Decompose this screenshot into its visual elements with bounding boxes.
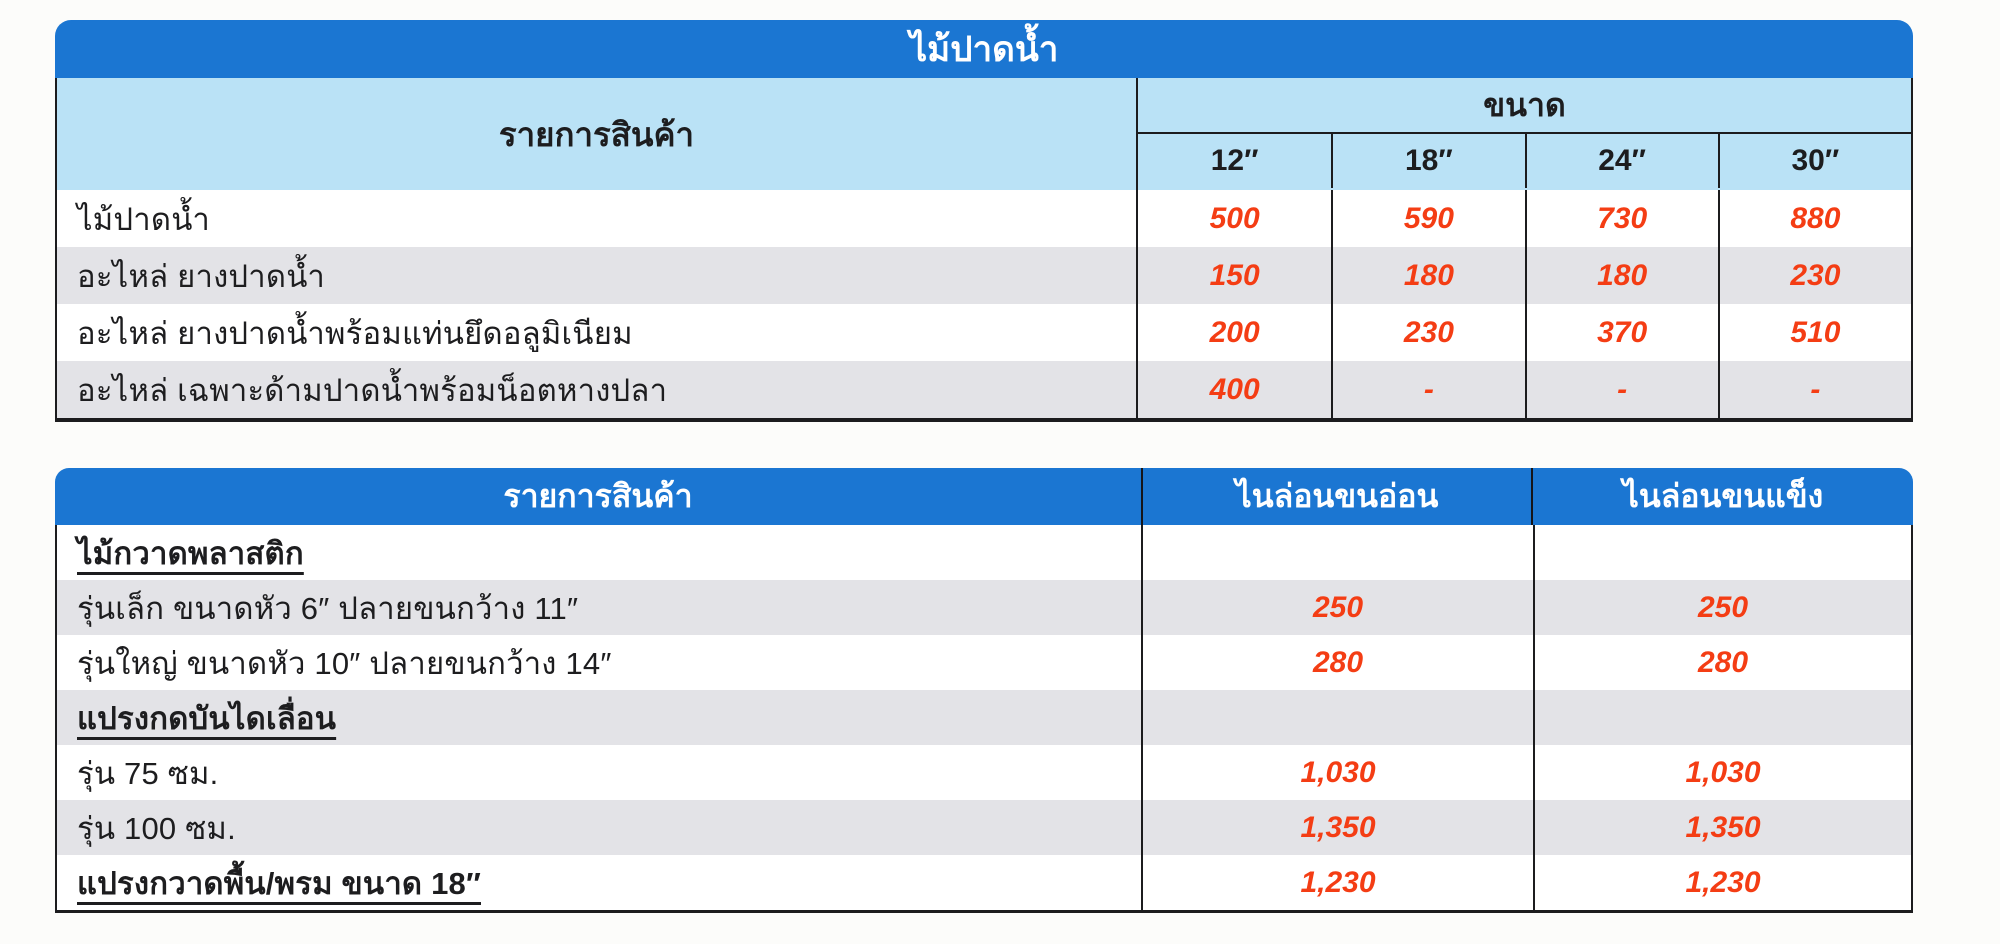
price-value: 590: [1331, 190, 1524, 247]
price-value: [1533, 525, 1911, 580]
price-value: 510: [1718, 304, 1911, 361]
price-value: 1,230: [1300, 865, 1376, 899]
table-row: [57, 580, 1911, 635]
price-value: [1143, 690, 1533, 745]
table2-rows: [57, 525, 1911, 910]
table1-body-frame: [55, 78, 1913, 422]
price-value: 230: [1331, 304, 1524, 361]
price-value: 200: [1209, 315, 1260, 349]
product-label: รุ่น 75 ซม.: [57, 745, 1143, 800]
size-column-header: 18″: [1331, 134, 1524, 188]
table2-product-header: รายการสินค้า: [503, 478, 693, 514]
price-value: 1,030: [1533, 745, 1911, 800]
product-label: อะไหล่ ยางปาดน้ำพร้อมแท่นยึดอลูมิเนียม: [57, 304, 1138, 361]
price-value: 180: [1331, 247, 1524, 304]
price-value: 730: [1525, 190, 1718, 247]
product-label: ไม้ปาดน้ำ: [57, 190, 1138, 247]
price-value: -: [1331, 361, 1524, 418]
table-row: [57, 635, 1911, 690]
product-label: อะไหล่ เฉพาะด้ามปาดน้ำพร้อมน็อตหางปลา: [57, 361, 1138, 418]
product-label: แปรงกดบันไดเลื่อน: [57, 690, 1143, 745]
table2-header: [55, 468, 1913, 525]
size-column-header: 12″: [1210, 144, 1259, 177]
size-column-header: 30″: [1718, 134, 1911, 188]
product-label: ไม้กวาดพลาสติก: [57, 525, 1143, 580]
table1-rows: [57, 190, 1911, 418]
table-row: [57, 855, 1911, 910]
price-value: [1533, 690, 1911, 745]
price-value: 280: [1533, 635, 1911, 690]
table1-size-header-group: [1138, 78, 1911, 190]
price-value: 370: [1525, 304, 1718, 361]
price-value: 400: [1209, 372, 1260, 406]
price-value: 880: [1718, 190, 1911, 247]
price-value: [1143, 525, 1533, 580]
table-row: [57, 745, 1911, 800]
product-label: แปรงกวาดพื้น/พรม ขนาด 18″: [57, 855, 1143, 910]
table-row: [57, 190, 1911, 247]
price-value: -: [1718, 361, 1911, 418]
price-value: 150: [1209, 258, 1260, 292]
price-value: 1,230: [1533, 855, 1911, 910]
table-row: [57, 800, 1911, 855]
price-value: 1,350: [1533, 800, 1911, 855]
table-row: [57, 304, 1911, 361]
price-value: 250: [1312, 590, 1364, 624]
price-value: 250: [1533, 580, 1911, 635]
table2-body-frame: [55, 525, 1913, 913]
table1-title: ไม้ปาดน้ำ: [55, 20, 1913, 78]
price-value: 1,030: [1300, 755, 1376, 789]
table1-size-columns: [1138, 134, 1911, 188]
table2-column-soft-nylon: ไนล่อนขนอ่อน: [1141, 468, 1531, 525]
table1-header: [57, 78, 1911, 190]
product-label: อะไหล่ ยางปาดน้ำ: [57, 247, 1138, 304]
price-value: 180: [1525, 247, 1718, 304]
table-row: [57, 690, 1911, 745]
table2-column-hard-nylon: ไนล่อนขนแข็ง: [1531, 468, 1913, 525]
product-label: รุ่นใหญ่ ขนาดหัว 10″ ปลายขนกว้าง 14″: [57, 635, 1143, 690]
price-value: 280: [1312, 645, 1364, 679]
table-row: [57, 247, 1911, 304]
table-row: [57, 525, 1911, 580]
price-value: 500: [1209, 201, 1260, 235]
table1-product-header: รายการสินค้า: [57, 78, 1138, 190]
product-label: รุ่น 100 ซม.: [57, 800, 1143, 855]
table1-size-group-header: ขนาด: [1138, 78, 1911, 134]
price-value: 1,350: [1300, 810, 1376, 844]
price-value: -: [1525, 361, 1718, 418]
size-column-header: 24″: [1525, 134, 1718, 188]
product-label: รุ่นเล็ก ขนาดหัว 6″ ปลายขนกว้าง 11″: [57, 580, 1143, 635]
squeegee-price-table: [55, 20, 1913, 422]
broom-price-table: [55, 468, 1913, 913]
price-value: 230: [1718, 247, 1911, 304]
table-row: [57, 361, 1911, 418]
